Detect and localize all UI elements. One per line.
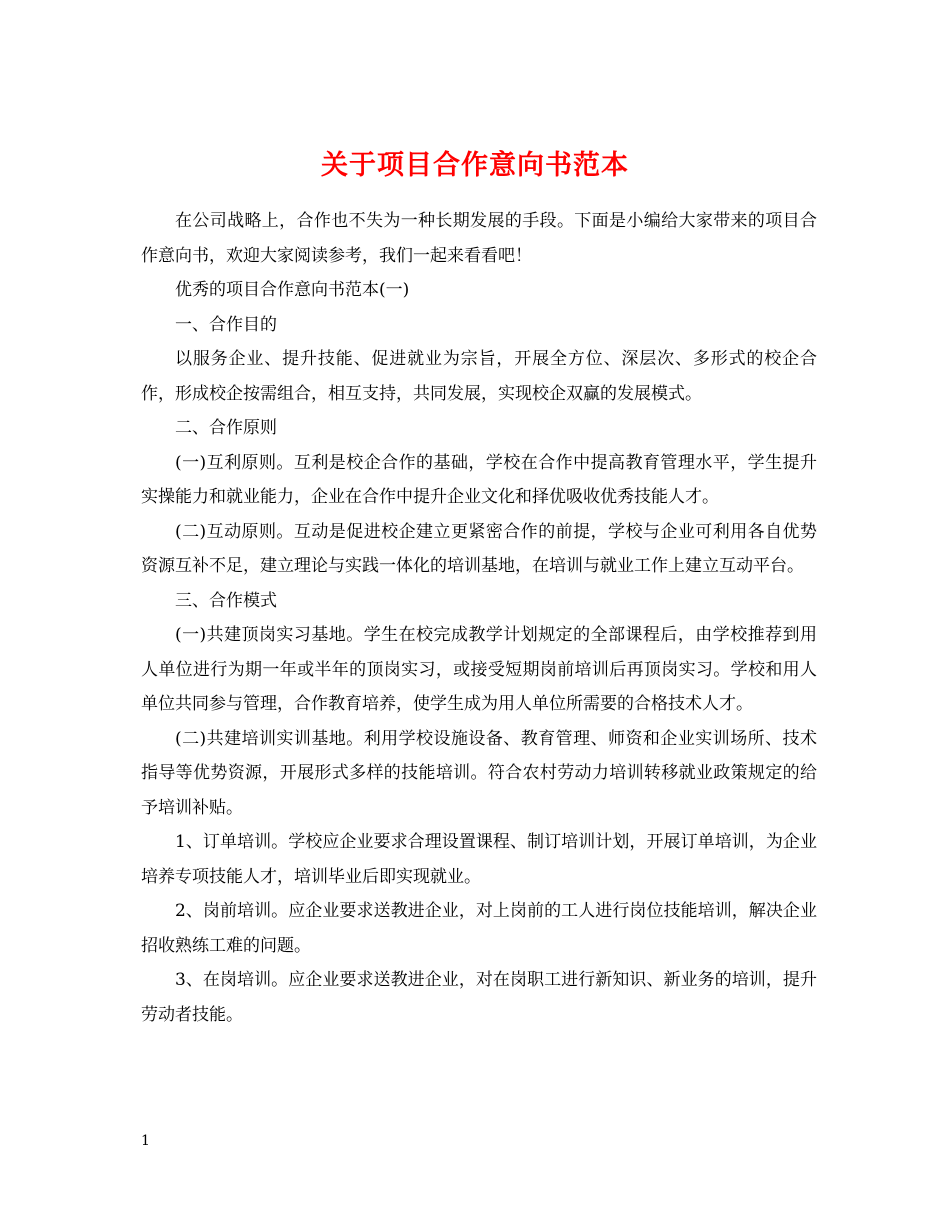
section-heading-principles: 二、合作原则 xyxy=(175,418,277,438)
section-heading-purpose: 一、合作目的 xyxy=(175,314,277,335)
document-title: 关于项目合作意向书范本 xyxy=(321,150,629,182)
purpose-paragraph: 以服务企业、提升技能、促进就业为宗旨，开展全方位、深层次、多形式的校企合作，形成校企按需组合，相互支持，共同发展，实现校企双赢的发展模式。 xyxy=(141,349,817,404)
training-order: 1、订单培训。学校应企业要求合理设置课程、制订培训计划，开展订单培训，为企业培养专项技能人才，培训毕业后即实现就业。 xyxy=(141,832,817,887)
section-heading-modes: 三、合作模式 xyxy=(175,590,277,611)
mode-training-base: (二)共建培训实训基地。利用学校设施设备、教育管理、师资和企业实训场所、技术指导等优势资源，开展形式多样的技能培训。符合农村劳动力培训转移就业政策规定的给予培训补贴。 xyxy=(141,728,817,818)
principle-mutual-benefit: (一)互利原则。互利是校企合作的基础，学校在合作中提高教育管理水平，学生提升实操能力和就业能力，企业在合作中提升企业文化和择优吸收优秀技能人才。 xyxy=(141,452,817,507)
document-body xyxy=(141,204,817,1032)
page-number: 1 xyxy=(141,1133,150,1149)
training-on-job: 3、在岗培训。应企业要求送教进企业，对在岗职工进行新知识、新业务的培训，提升劳动者技能。 xyxy=(141,970,817,1025)
training-pre-job: 2、岗前培训。应企业要求送教进企业，对上岗前的工人进行岗位技能培训，解决企业招收熟练工难的问题。 xyxy=(141,901,817,956)
principle-interaction: (二)互动原则。互动是促进校企建立更紧密合作的前提，学校与企业可利用各自优势资源互补不足，建立理论与实践一体化的培训基地，在培训与就业工作上建立互动平台。 xyxy=(141,521,817,576)
mode-internship-base: (一)共建顶岗实习基地。学生在校完成教学计划规定的全部课程后，由学校推荐到用人单位进行为期一年或半年的顶岗实习，或接受短期岗前培训后再顶岗实习。学校和用人单位共同参与管理，合作教育培养，使学生成为用人单位所需要的合格技术人才。 xyxy=(141,625,817,714)
intro-paragraph: 在公司战略上，合作也不失为一种长期发展的手段。下面是小编给大家带来的项目合作意向书，欢迎大家阅读参考，我们一起来看看吧！ xyxy=(141,211,817,266)
section-heading-sample: 优秀的项目合作意向书范本(一) xyxy=(175,280,410,300)
